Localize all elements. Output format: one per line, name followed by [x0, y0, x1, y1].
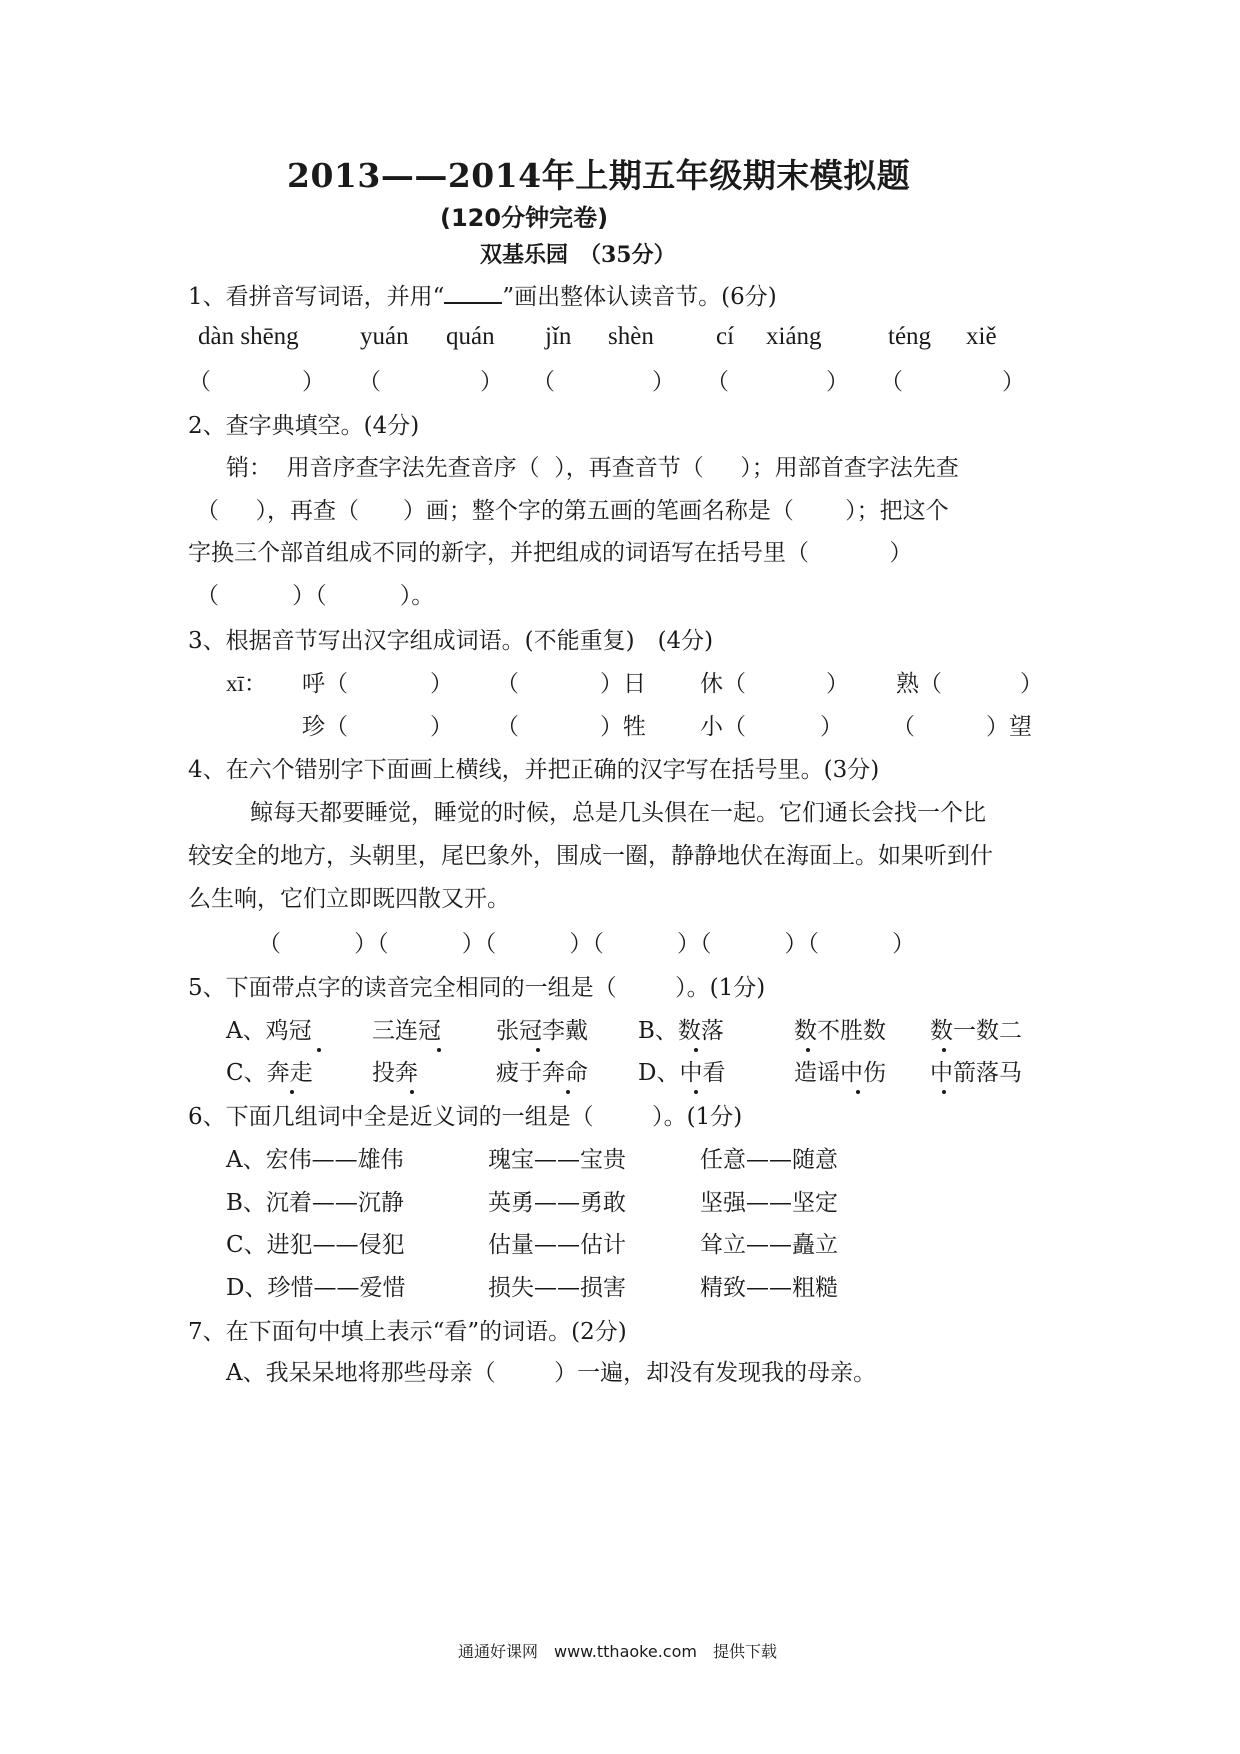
q4-answer-brackets[interactable]: （ ）（ ）（ ）（ ）（ ）（ ）	[258, 931, 916, 957]
q5-prompt: 5、下面带点字的读音完全相同的一组是（ ）。(1分)	[188, 975, 766, 1001]
emphasis-dot	[806, 1048, 810, 1052]
q7-prompt: 7、在下面句中填上表示“看”的词语。(2分)	[188, 1319, 627, 1345]
q3-word[interactable]: （	[496, 671, 519, 697]
q3-word: ）	[430, 714, 453, 740]
emphasis-dot	[942, 1048, 946, 1052]
q4-passage-line-3: 么生响，它们立即既四散又开。	[188, 886, 510, 912]
emphasis-dot	[410, 1090, 414, 1094]
q3-word: ）	[1020, 671, 1043, 697]
q3-word[interactable]: 呼（	[302, 671, 348, 697]
q2-line-1: 销： 用音序查字法先查音序（ ），再查音节（ ）；用部首查字法先查	[226, 455, 959, 481]
answer-bracket-open[interactable]: （	[880, 369, 903, 395]
q3-word[interactable]: （	[892, 714, 915, 740]
q6-option-a[interactable]: A、宏伟——雄伟	[226, 1147, 404, 1173]
q2-line-2: （ ），再查（ ）画；整个字的第五画的笔画名称是（ ）；把这个	[196, 498, 949, 524]
q5-word: 中箭落马	[930, 1060, 1022, 1086]
q1-prompt-post: ”画出整体认读音节。(6分)	[502, 284, 777, 310]
answer-bracket-open[interactable]: （	[188, 369, 211, 395]
q3-word[interactable]: 休（	[700, 671, 746, 697]
emphasis-dot	[566, 1090, 570, 1094]
emphasis-dot	[856, 1090, 860, 1094]
q6-pair: 精致——粗糙	[700, 1275, 838, 1301]
q5-word: 数一数二	[930, 1018, 1022, 1044]
q6-pair: 坚强——坚定	[700, 1190, 838, 1216]
q5-word: 张冠李戴	[496, 1018, 588, 1044]
exam-subtitle: (120分钟完卷)	[440, 204, 609, 232]
q5-option-d[interactable]: D、中看	[638, 1060, 726, 1086]
q5-word: 三连冠	[372, 1018, 441, 1044]
pinyin-4: jǐn	[545, 323, 572, 350]
q3-word: ）望	[986, 714, 1032, 740]
answer-bracket-close: ）	[826, 369, 849, 395]
answer-bracket-open[interactable]: （	[532, 369, 555, 395]
q3-word[interactable]: 珍（	[302, 714, 348, 740]
q6-option-b[interactable]: B、沉着——沉静	[226, 1190, 404, 1216]
q6-option-d[interactable]: D、珍惜——爱惜	[226, 1275, 406, 1301]
emphasis-dot	[290, 1090, 294, 1094]
q5-option-b[interactable]: B、数落	[638, 1018, 724, 1044]
q3-word: ）牲	[600, 714, 646, 740]
q6-pair: 损失——损害	[488, 1275, 626, 1301]
answer-bracket-close: ）	[302, 369, 325, 395]
pinyin-6: cí	[716, 323, 735, 350]
q7-item-a[interactable]: A、我呆呆地将那些母亲（ ）一遍，却没有发现我的母亲。	[226, 1360, 877, 1386]
emphasis-dot	[942, 1090, 946, 1094]
q3-word: ）	[430, 671, 453, 697]
underline-sample	[444, 284, 502, 304]
answer-bracket-close: ）	[480, 369, 503, 395]
q3-word: ）	[826, 671, 849, 697]
emphasis-dot	[694, 1090, 698, 1094]
q2-line-4: （ ）（ ）。	[196, 583, 435, 609]
q3-word: ）日	[600, 671, 646, 697]
emphasis-dot	[317, 1048, 321, 1052]
q2-prompt: 2、查字典填空。(4分)	[188, 413, 420, 439]
answer-bracket-close: ）	[1002, 369, 1025, 395]
q3-word: ）	[820, 714, 843, 740]
q5-word: 疲于奔命	[496, 1060, 588, 1086]
pinyin-1: dàn shēng	[198, 323, 299, 350]
q2-line-3: 字换三个部首组成不同的新字，并把组成的词语写在括号里（ ）	[188, 540, 913, 566]
emphasis-dot	[536, 1048, 540, 1052]
q5-word: 数不胜数	[794, 1018, 886, 1044]
q6-option-c[interactable]: C、进犯——侵犯	[226, 1232, 405, 1258]
pinyin-3: quán	[446, 323, 495, 350]
q3-word[interactable]: 小（	[700, 714, 746, 740]
pinyin-5: shèn	[608, 323, 654, 350]
q6-pair: 英勇——勇敢	[488, 1190, 626, 1216]
pinyin-8: téng	[888, 323, 932, 350]
pinyin-9: xiě	[966, 323, 997, 350]
q6-pair: 瑰宝——宝贵	[488, 1147, 626, 1173]
exam-title: 2013——2014年上期五年级期末模拟题	[287, 156, 911, 195]
emphasis-dot	[437, 1048, 441, 1052]
q5-option-c[interactable]: C、奔走	[226, 1060, 313, 1086]
answer-bracket-close: ）	[652, 369, 675, 395]
q6-pair: 任意——随意	[700, 1147, 838, 1173]
answer-bracket-open[interactable]: （	[358, 369, 381, 395]
q5-word: 造谣中伤	[794, 1060, 886, 1086]
q3-word[interactable]: （	[496, 714, 519, 740]
q5-option-a[interactable]: A、鸡冠	[226, 1018, 312, 1044]
q3-prompt: 3、根据音节写出汉字组成词语。(不能重复) (4分)	[188, 628, 714, 654]
q6-pair: 耸立——矗立	[700, 1232, 838, 1258]
pinyin-7: xiáng	[766, 323, 822, 350]
emphasis-dot	[694, 1048, 698, 1052]
q1-prompt	[188, 282, 777, 312]
footer-credit: 通通好课网 www.tthaoke.com 提供下载	[458, 1642, 777, 1661]
q6-prompt: 6、下面几组词中全是近义词的一组是（ ）。(1分)	[188, 1104, 743, 1130]
q5-word: 投奔	[372, 1060, 418, 1086]
q4-prompt: 4、在六个错别字下面画上横线，并把正确的汉字写在括号里。(3分)	[188, 757, 880, 783]
q4-passage-line-2: 较安全的地方，头朝里，尾巴象外，围成一圈，静静地伏在海面上。如果听到什	[188, 843, 993, 869]
q3-syllable: xī：	[226, 671, 267, 696]
q6-pair: 估量——估计	[488, 1232, 626, 1258]
q3-word[interactable]: 熟（	[896, 671, 942, 697]
q4-passage-line-1: 鲸每天都要睡觉，睡觉的时候，总是几头倶在一起。它们通长会找一个比	[250, 800, 986, 826]
answer-bracket-open[interactable]: （	[706, 369, 729, 395]
section-heading: 双基乐园 （35分）	[480, 242, 676, 268]
pinyin-2: yuán	[360, 323, 409, 350]
q1-prompt-pre: 1、看拼音写词语，并用“	[188, 284, 445, 310]
